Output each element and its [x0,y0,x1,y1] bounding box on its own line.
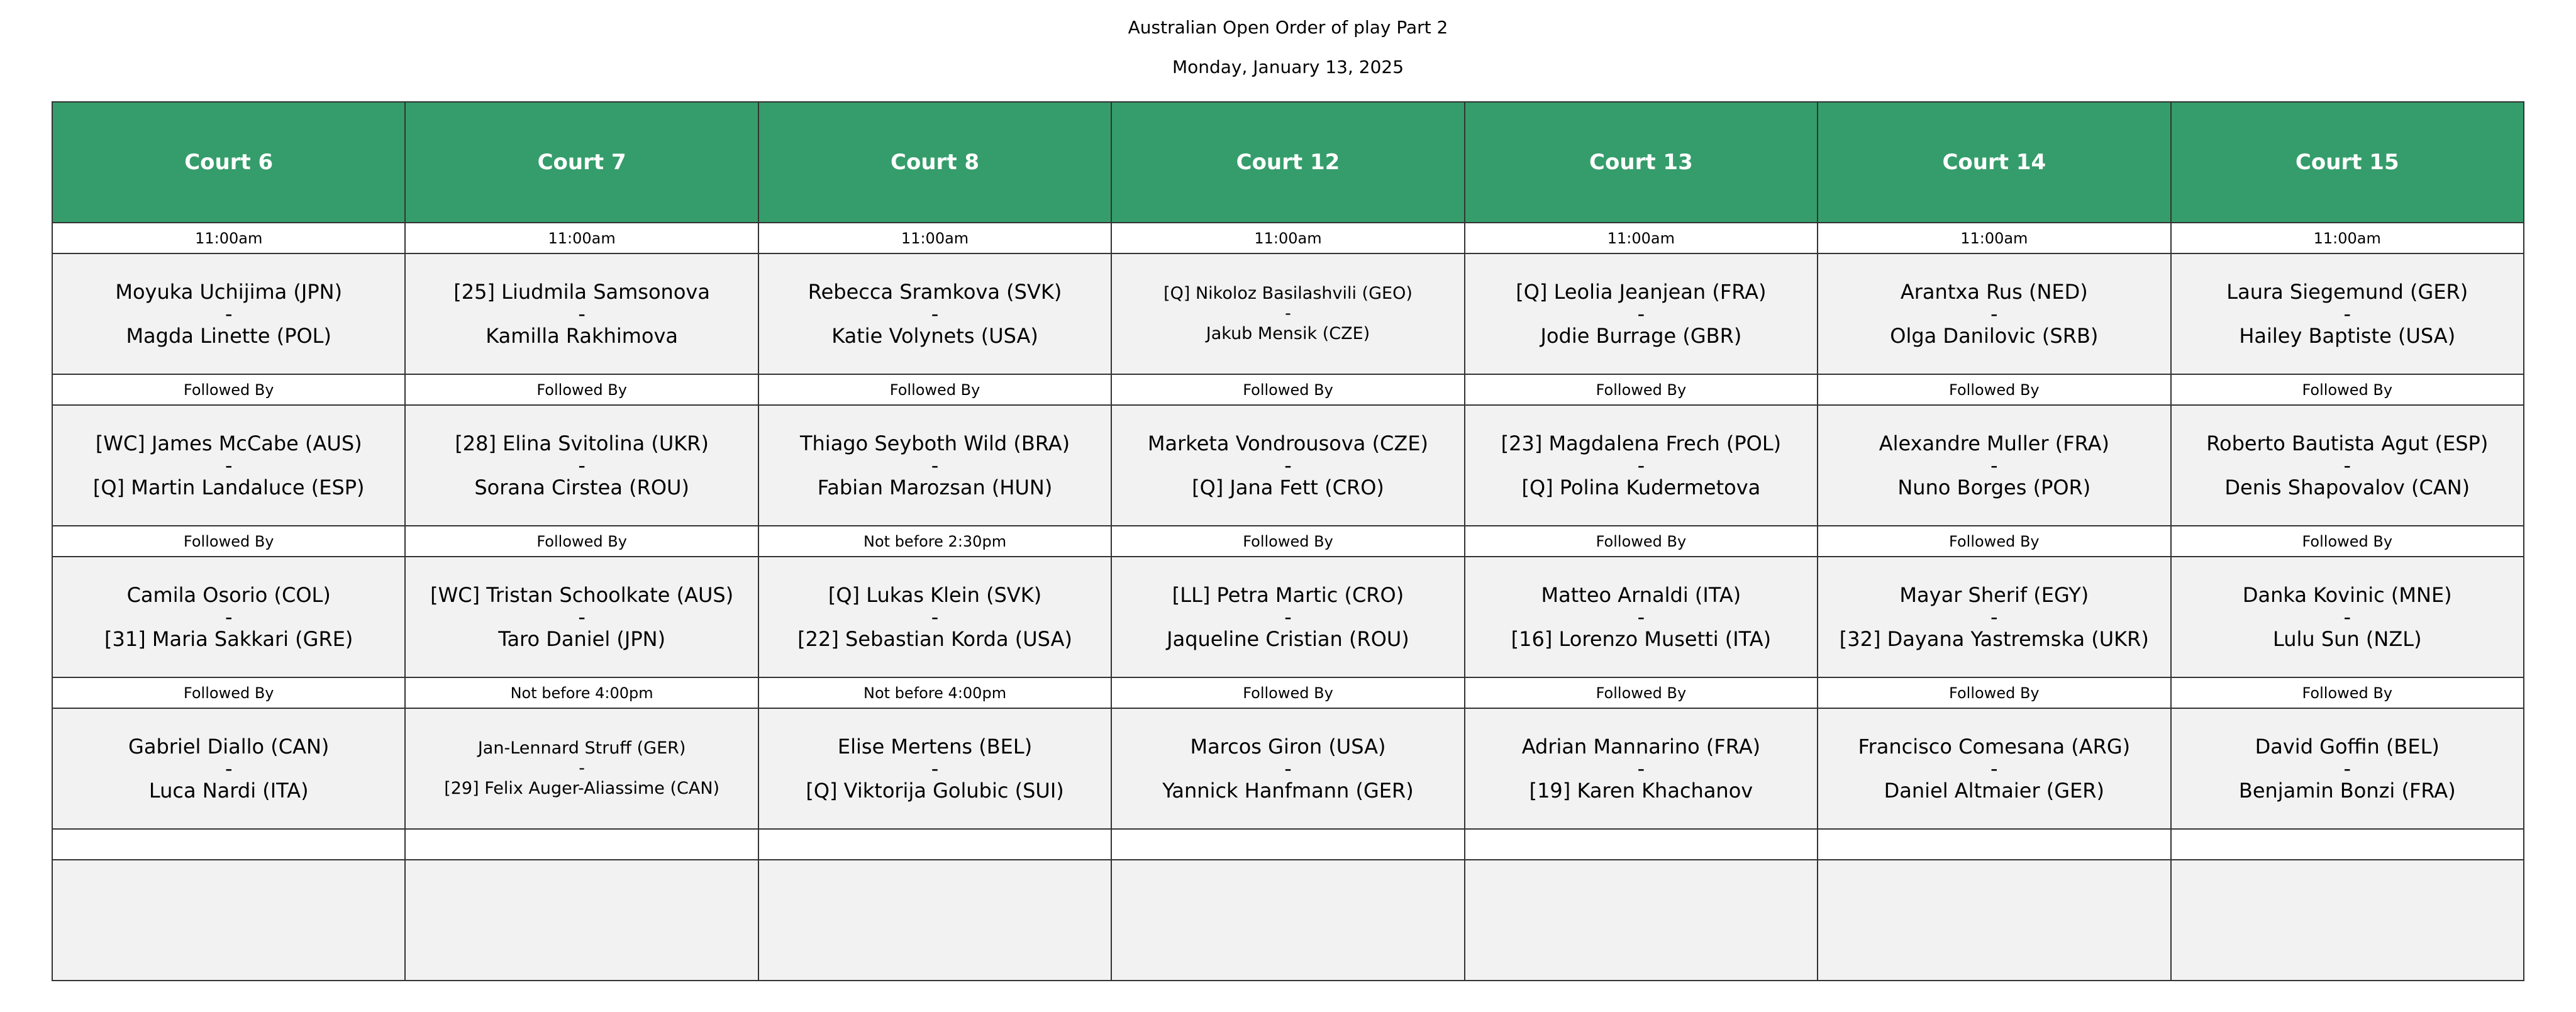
player-name: Alexandre Muller (FRA) [1879,431,2109,455]
player-name: Mayar Sherif (EGY) [1899,582,2089,607]
player-name: Yannick Hanfmann (GER) [1162,778,1414,803]
court-header: Court 7 [405,102,758,223]
versus-separator: - [578,604,586,629]
player-name: Danka Kovinic (MNE) [2242,582,2452,607]
versus-separator: - [1637,604,1645,629]
start-time-cell: Followed By [405,526,758,557]
player-name: Fabian Marozsan (HUN) [817,475,1053,499]
versus-separator: - [1284,756,1292,781]
start-time-cell: 11:00am [2171,223,2524,253]
player-name: [Q] Viktorija Golubic (SUI) [806,778,1064,803]
match-cell [1818,557,2170,677]
player-name: [Q] Nikoloz Basilashvili (GEO) [1163,284,1413,303]
order-of-play-table [52,101,2524,981]
versus-separator: - [931,453,939,477]
empty-cell [405,829,758,860]
empty-cell [758,829,1111,860]
start-time-cell: Followed By [1465,677,1818,708]
empty-time-row [52,829,2524,860]
player-name: Katie Volynets (USA) [831,323,1038,348]
start-time-cell: Followed By [2171,677,2524,708]
start-time-cell: Followed By [1465,526,1818,557]
time-row [52,374,2524,405]
start-time-cell: 11:00am [1465,223,1818,253]
start-time-cell: 11:00am [758,223,1111,253]
player-name: Moyuka Uchijima (JPN) [115,279,343,304]
start-time-cell: Not before 2:30pm [758,526,1111,557]
match-cell [1111,708,1464,829]
player-name: [WC] Tristan Schoolkate (AUS) [430,582,734,607]
match-cell [405,253,758,374]
start-time-cell: Not before 4:00pm [758,677,1111,708]
versus-separator: - [1637,453,1645,477]
match-cell [1818,253,2170,374]
player-name: Luca Nardi (ITA) [148,778,309,803]
player-name: Jakub Mensik (CZE) [1206,324,1370,343]
match-cell [1465,557,1818,677]
versus-separator: - [225,604,233,629]
match-cell [405,557,758,677]
court-header: Court 15 [2171,102,2524,223]
versus-separator: - [1284,453,1292,477]
time-row [52,223,2524,253]
versus-separator: - [225,453,233,477]
empty-cell [1111,860,1464,981]
player-name: Daniel Altmaier (GER) [1884,778,2105,803]
match-row [52,557,2524,677]
player-name: Thiago Seyboth Wild (BRA) [799,431,1070,455]
match-cell [2171,557,2524,677]
match-row [52,708,2524,829]
player-name: Laura Siegemund (GER) [2226,279,2468,304]
versus-separator: - [931,604,939,629]
versus-separator: - [1285,304,1291,323]
player-name: [29] Felix Auger-Aliassime (CAN) [444,779,720,798]
player-name: [Q] Lukas Klein (SVK) [828,582,1042,607]
start-time-cell: Followed By [1111,526,1464,557]
start-time-cell: Followed By [405,374,758,405]
court-header: Court 14 [1818,102,2170,223]
player-name: Camila Osorio (COL) [126,582,331,607]
match-cell [758,253,1111,374]
start-time-cell: Followed By [52,374,405,405]
court-header: Court 12 [1111,102,1464,223]
court-header: Court 13 [1465,102,1818,223]
player-name: Benjamin Bonzi (FRA) [2238,778,2456,803]
page-title: Australian Open Order of play Part 2 [1128,17,1448,38]
player-name: [Q] Leolia Jeanjean (FRA) [1516,279,1767,304]
page-date: Monday, January 13, 2025 [1172,57,1404,77]
player-name: Francisco Comesana (ARG) [1858,734,2131,759]
player-name: Kamilla Rakhimova [486,323,679,348]
versus-separator: - [931,756,939,781]
versus-separator: - [1990,453,1998,477]
match-cell [758,708,1111,829]
empty-cell [1465,860,1818,981]
player-name: Rebecca Sramkova (SVK) [808,279,1062,304]
start-time-cell: Followed By [1111,374,1464,405]
versus-separator: - [2343,453,2351,477]
start-time-cell: Followed By [52,526,405,557]
start-time-cell: Followed By [1818,374,2170,405]
player-name: Elise Mertens (BEL) [837,734,1033,759]
time-row [52,526,2524,557]
player-name: [WC] James McCabe (AUS) [95,431,362,455]
start-time-cell: Followed By [758,374,1111,405]
player-name: [28] Elina Svitolina (UKR) [455,431,709,455]
match-cell [1465,708,1818,829]
match-cell [1465,405,1818,526]
versus-separator: - [2343,604,2351,629]
player-name: Taro Daniel (JPN) [498,626,666,651]
start-time-cell: 11:00am [1818,223,2170,253]
time-row [52,677,2524,708]
versus-separator: - [931,301,939,326]
start-time-cell: Followed By [1111,677,1464,708]
player-name: Nuno Borges (POR) [1897,475,2091,499]
versus-separator: - [1990,301,1998,326]
empty-cell [2171,860,2524,981]
start-time-cell: Not before 4:00pm [405,677,758,708]
player-name: Arantxa Rus (NED) [1900,279,2088,304]
start-time-cell: 11:00am [52,223,405,253]
empty-cell [1111,829,1464,860]
player-name: Jan-Lennard Struff (GER) [477,738,686,758]
player-name: [LL] Petra Martic (CRO) [1172,582,1404,607]
match-cell [1818,405,2170,526]
versus-separator: - [1284,604,1292,629]
empty-match-row [52,860,2524,981]
player-name: [22] Sebastian Korda (USA) [797,626,1072,651]
start-time-cell: Followed By [1465,374,1818,405]
versus-separator: - [1637,301,1645,326]
versus-separator: - [225,301,233,326]
match-cell [2171,253,2524,374]
court-header: Court 6 [52,102,405,223]
start-time-cell: 11:00am [1111,223,1464,253]
empty-cell [52,829,405,860]
match-cell [405,708,758,829]
player-name: [Q] Polina Kudermetova [1521,475,1761,499]
match-cell [1111,405,1464,526]
versus-separator: - [2343,301,2351,326]
versus-separator: - [579,759,585,778]
start-time-cell: Followed By [52,677,405,708]
player-name: Magda Linette (POL) [126,323,331,348]
player-name: Roberto Bautista Agut (ESP) [2206,431,2489,455]
empty-cell [1818,829,2170,860]
player-name: Olga Danilovic (SRB) [1890,323,2099,348]
player-name: Gabriel Diallo (CAN) [128,734,330,759]
player-name: Jodie Burrage (GBR) [1540,323,1742,348]
player-name: [25] Liudmila Samsonova [453,279,710,304]
court-header-row [52,102,2524,223]
start-time-cell: 11:00am [405,223,758,253]
start-time-cell: Followed By [1818,526,2170,557]
versus-separator: - [1990,604,1998,629]
player-name: [16] Lorenzo Musetti (ITA) [1511,626,1772,651]
player-name: Adrian Mannarino (FRA) [1521,734,1761,759]
player-name: [Q] Jana Fett (CRO) [1192,475,1384,499]
match-cell [1818,708,2170,829]
court-header: Court 8 [758,102,1111,223]
match-cell [2171,708,2524,829]
match-cell [758,557,1111,677]
match-row [52,253,2524,374]
match-cell [758,405,1111,526]
player-name: Marcos Giron (USA) [1190,734,1386,759]
match-cell [52,405,405,526]
empty-cell [1465,829,1818,860]
versus-separator: - [2343,756,2351,781]
match-cell [52,708,405,829]
player-name: Marketa Vondrousova (CZE) [1147,431,1429,455]
player-name: Matteo Arnaldi (ITA) [1541,582,1741,607]
versus-separator: - [1637,756,1645,781]
versus-separator: - [225,756,233,781]
start-time-cell: Followed By [2171,374,2524,405]
player-name: David Goffin (BEL) [2255,734,2440,759]
player-name: Jaqueline Cristian (ROU) [1167,626,1409,651]
versus-separator: - [1990,756,1998,781]
player-name: [Q] Martin Landaluce (ESP) [92,475,365,499]
start-time-cell: Followed By [2171,526,2524,557]
player-name: Hailey Baptiste (USA) [2239,323,2456,348]
match-row [52,405,2524,526]
player-name: [23] Magdalena Frech (POL) [1501,431,1782,455]
match-cell [2171,405,2524,526]
empty-cell [758,860,1111,981]
empty-cell [405,860,758,981]
player-name: Denis Shapovalov (CAN) [2224,475,2470,499]
player-name: Sorana Cirstea (ROU) [474,475,689,499]
match-cell [52,253,405,374]
match-cell [1111,253,1464,374]
match-cell [405,405,758,526]
empty-cell [52,860,405,981]
match-cell [52,557,405,677]
start-time-cell: Followed By [1818,677,2170,708]
empty-cell [2171,829,2524,860]
empty-cell [1818,860,2170,981]
player-name: [32] Dayana Yastremska (UKR) [1839,626,2149,651]
player-name: [19] Karen Khachanov [1529,778,1753,803]
versus-separator: - [578,453,586,477]
match-cell [1465,253,1818,374]
player-name: Lulu Sun (NZL) [2272,626,2422,651]
match-cell [1111,557,1464,677]
player-name: [31] Maria Sakkari (GRE) [104,626,353,651]
versus-separator: - [578,301,586,326]
